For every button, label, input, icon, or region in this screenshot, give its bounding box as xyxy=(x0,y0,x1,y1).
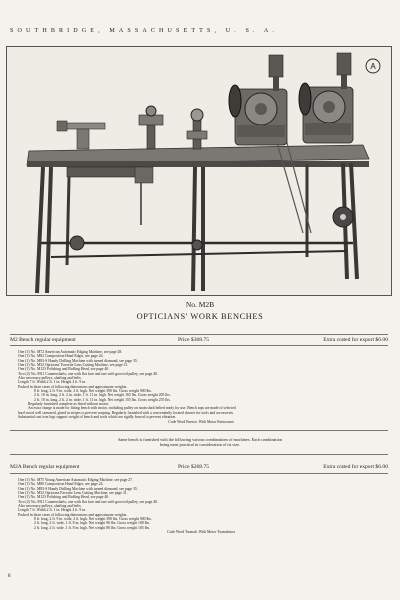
code-word: Code Word Enetoo. With Motor Enetoomot xyxy=(168,419,234,424)
spec-line: Two (2) No. M11 Countershafts, one with flat face and one with grooved pulley, see page 40. xyxy=(18,499,158,504)
divider xyxy=(10,334,388,335)
divider xyxy=(10,473,388,474)
divider xyxy=(10,430,388,431)
section-2-spec xyxy=(18,478,384,534)
spec-line: Substantial cast iron legs support weight of bench and tools which are rigidly braced to prevent vibration. xyxy=(18,415,177,420)
divider xyxy=(10,454,388,455)
badge-letter: A xyxy=(370,62,376,71)
product-title: OPTICIANS' WORK BENCHES xyxy=(136,312,264,321)
spec-line: One (1) No. M80 Composition Hand Edger, see page 24. xyxy=(18,482,104,487)
section-1-price: Price $368.75 xyxy=(178,337,210,343)
note-line: being most practical in consideration of its size. xyxy=(159,442,240,448)
spec-line: hard wood well seasoned, glued in stripes to prevent warping. Regularly furnished with a conveniently located drawer for tools and accessories. xyxy=(18,410,234,415)
section-2-name: M2A Bench regular equipment xyxy=(10,464,80,470)
spec-line: 2 ft. long, 2 ft. wide, 1 ft. 8 in. high. Net weight 80 lbs. Gross weight 105 lbs. xyxy=(34,525,150,530)
code-word: Code Word Tsomah. With Motor Tsomahmot xyxy=(167,530,235,535)
product-photo xyxy=(6,46,392,296)
page-header: SOUTHBRIDGE, MASSACHUSETTS, U. S. A. xyxy=(10,28,278,34)
section-1-spec xyxy=(18,350,384,424)
spec-line: One (1) No. M123 Polishing and Buffing Head, see page 40. xyxy=(18,495,110,500)
spec-line: One (1) No. M75 Young American Automatic Edging Machine, see page 27. xyxy=(18,478,133,482)
spec-line: Also necessary pulleys, shafting and belts. xyxy=(18,504,82,509)
spec-line: Regularly furnished complete as listed without motor. xyxy=(28,402,109,407)
spec-line: One (1) No. M83-S Handy Drilling Machine with turned diamond, see page 35. xyxy=(18,486,138,491)
spec-line: 2 ft. 10 in. long, 2 ft. 2 in. wide, 1 ft. 11 in. high. Net weight 155 lbs. Gross weight 255 lbs. xyxy=(34,397,171,402)
spec-line: Length 7 ft. Width 2 ft. 1 in. Height 2 ft. 9 in. xyxy=(18,508,87,513)
page-number: 8 xyxy=(8,574,11,579)
spec-line: 2 ft. long, 2 ft. wide, 1 ft. 8 in. high. Net weight 96 lbs. Gross weight 108 lbs. xyxy=(34,521,150,526)
spec-line: One (1) No. M32 Opticians Favorite Lens Cutting Machine, see page 31. xyxy=(18,491,128,496)
divider xyxy=(10,345,388,346)
section-2-price: Price $268.75 xyxy=(178,464,210,470)
spec-line: One (1) No. M72 American Automatic Edging Machine, see page 28. xyxy=(18,350,123,354)
model-number: No. M2B xyxy=(185,300,215,309)
spec-line: One (1) No. M82 Composition Hand Edger, see page 24. xyxy=(18,354,104,359)
spec-line: An extra charge is made for fitting bench with motor, including pulley on main shaft belted ready for use. Bench tops are made of selected xyxy=(28,406,236,411)
work-bench-illustration xyxy=(7,47,391,295)
spec-line: Two (2) No. M11 Countershafts, one with flat face and one with grooved pulley, see page 40. xyxy=(18,371,158,376)
section-1-export: Extra crated for export $6.00 xyxy=(323,337,388,343)
spec-line: Packed in three cases of following dimensions and approximate weights. xyxy=(18,512,128,517)
spec-line: 8 ft. long, 2 ft. 9 in. wide, 2 ft. high. Net weight 390 lbs. Gross weight 900 lbs. xyxy=(34,517,152,522)
spec-line: One (1) No. M32 Opticians' Favorite Lens Cutting Machine, see page 31. xyxy=(18,363,129,368)
spec-line: Length 7 ft. Width 2 ft. 1 in. Height 2 ft. 9 in. xyxy=(18,380,87,385)
spec-line: One (1) No. M83-S Handy Drilling Machine with turned diamond, see page 35. xyxy=(18,358,138,363)
note-line: Same bench is furnished with the following various combinations of machines. Each combination xyxy=(118,437,282,442)
spec-line: 8 ft. long, 2 ft. 9 in. wide, 2 ft. high. Net weight 390 lbs. Gross weight 900 lbs. xyxy=(34,389,152,394)
spec-line: One (1) No. M123 Polishing and Buffing Head, see page 40. xyxy=(18,367,110,372)
spec-line: Packed in three cases of following dimensions and approximate weights. xyxy=(18,384,128,389)
combination-note xyxy=(0,437,400,447)
section-1-name: M2 Bench regular equipment xyxy=(10,337,76,343)
spec-line: 2 ft. 10 in. long, 2 ft. 2 in. wide, 1 ft. 11 in. high. Net weight 165 lbs. Gross weight 205 lbs. xyxy=(34,393,171,398)
spec-line: Also necessary pulleys, shafting and belts. xyxy=(18,376,82,381)
section-2-export: Extra crated for export $6.00 xyxy=(323,464,388,470)
